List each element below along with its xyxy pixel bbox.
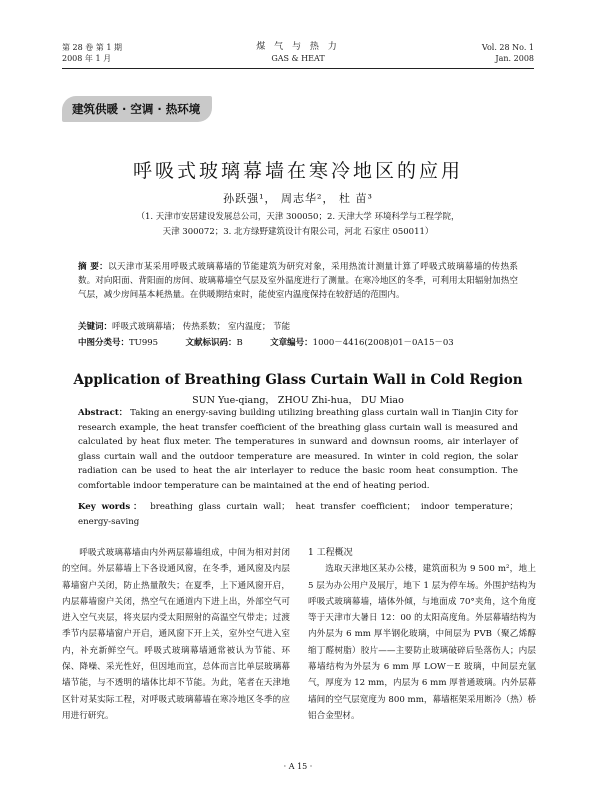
authors-en: SUN Yue-qiang， ZHOU Zhi-hua， DU Miao bbox=[192, 395, 404, 406]
journal-name-en: GAS & HEAT bbox=[271, 54, 325, 63]
clc-label: 中图分类号： bbox=[78, 338, 130, 348]
affiliation-line-2: 天津 300072；3. 北方绿野建筑设计有限公司，河北 石家庄 050011） bbox=[162, 227, 434, 237]
abstract-cn-label: 摘 要： bbox=[78, 262, 109, 272]
keywords-en-label: Key words： bbox=[78, 502, 145, 512]
journal-volume-info-en bbox=[482, 42, 534, 64]
abstract-cn-text: 以天津市某采用呼吸式玻璃幕墙的节能建筑为研究对象，采用热流计测量计算了呼吸式玻璃幕墙的传热系数。对向阳面、背阳面的房间、玻璃幕墙空气层及室外温度进行了测量。在寒冷地区的冬季，可利用太阳辐射加热空气层，减少房间基本耗热量。在供暖期结束时，能使室内温度保持在较舒适的范围内。 bbox=[78, 262, 518, 301]
doc-code-value: B bbox=[236, 338, 243, 348]
journal-name-cn: 煤 气 与 热 力 bbox=[256, 42, 340, 52]
classification-line bbox=[78, 336, 538, 350]
keywords-cn-label: 关键词： bbox=[78, 322, 113, 332]
doc-code-label: 文献标识码： bbox=[185, 338, 237, 348]
issue-date-cn: 2008 年 1 月 bbox=[62, 54, 112, 63]
abstract-en bbox=[78, 406, 518, 494]
article-title-en: Application of Breathing Glass Curtain Wall in Cold Region bbox=[73, 372, 523, 388]
abstract-en-label: Abstract： bbox=[78, 408, 128, 418]
authors-cn: 孙跃强¹， 周志华²， 杜 苗³ bbox=[223, 192, 373, 205]
body-left-column: 呼吸式玻璃幕墙由内外两层幕墙组成，中间为相对封闭的空间。外层幕墙上下各设通风窗，在冬季，通风窗及内层幕墙窗户关闭，防止热量散失；在夏季，上下通风窗开启，内层幕墙窗户关闭，热空气在通道内下进上出，外部空气可进入空气夹层，将夹层内受太阳照射的高温空气带走；过渡季节内层幕墙窗户开启，通风窗下开上关，室外空气进入室内，补充新鲜空气。呼吸式玻璃幕墙通常被认为节能、环保、降噪、采光性好，但因地而宜，总体而言比单层玻璃幕墙节能，与不透明的墙体比却不节能。为此，笔者在天津地区针对某实际工程，对呼吸式玻璃幕墙在寒冷地区冬季的应用进行研究。 bbox=[62, 548, 290, 721]
issue-date-en: Jan. 2008 bbox=[495, 54, 534, 63]
column-banner bbox=[62, 96, 212, 122]
volume-issue: 第 28 卷 第 1 期 bbox=[62, 43, 122, 52]
header-rule bbox=[62, 68, 534, 69]
abstract-cn bbox=[78, 260, 518, 303]
body-right-column bbox=[308, 545, 536, 724]
volume-issue-en: Vol. 28 No. 1 bbox=[481, 43, 534, 52]
keywords-en bbox=[78, 500, 518, 529]
article-id-label: 文章编号： bbox=[270, 338, 313, 348]
affiliation-line-1: （1. 天津市安居建设发展总公司，天津 300050；2. 天津大学 环境科学与工程学院， bbox=[136, 212, 460, 222]
keywords-cn bbox=[78, 320, 518, 334]
section-heading: 1 工程概况 bbox=[308, 548, 353, 558]
section-body-text: 选取天津地区某办公楼，建筑面积为 9 500 m²，地上 5 层为办公用户及展厅，地下 1 层为停车场。外围护结构为呼吸式玻璃幕墙，墙体外倾，与地面成 70°夹角，这个角度等于天津市大暑日 12：00 的太阳高度角。外层幕墙结构为内外层为 6 mm 厚半钢化玻璃，中间层为 PVB（聚乙烯醇缩丁醛树脂）胶片——主要防止玻璃破碎后坠落伤人；内层幕墙结构为外层为 6 mm 厚 LOW－E 玻璃，中间层充氩气，厚度为 12 mm，内层为 6 mm 厚普通玻璃。内外层幕墙间的空气层宽度为 800 mm，幕墙框架采用断冷（热）桥铝合金型材。 bbox=[308, 564, 536, 721]
keywords-cn-text: 呼吸式玻璃幕墙； 传热系数； 室内温度； 节能 bbox=[112, 322, 291, 332]
abstract-en-text: Taking an energy-saving building utilizing breathing glass curtain wall in Tianjin City for research example, the heat transfer coefficient of the breathing glass curtain wall is measured and calculated by heat flux meter. The temperatures in sunward and downsun rooms, air interlayer of glass curtain wall and the outdoor temperature are measured. In winter in cold region, the solar radiation can be used to heat the air interlayer to reduce the basic room heat consumption. The comfortable indoor temperature can be maintained at the end of heating period. bbox=[78, 408, 518, 491]
clc-value: TU995 bbox=[129, 338, 159, 348]
article-title-cn: 呼吸式玻璃幕墙在寒冷地区的应用 bbox=[132, 160, 463, 182]
keywords-en-text: breathing glass curtain wall； heat transfer coefficient； indoor temperature； energy-saving bbox=[78, 502, 518, 527]
page-number: · A 15 · bbox=[283, 762, 313, 771]
column-label: 建筑供暖 · 空调 · 热环境 bbox=[72, 102, 201, 116]
article-id-value: 1000－4416(2008)01－0A15－03 bbox=[312, 338, 454, 348]
